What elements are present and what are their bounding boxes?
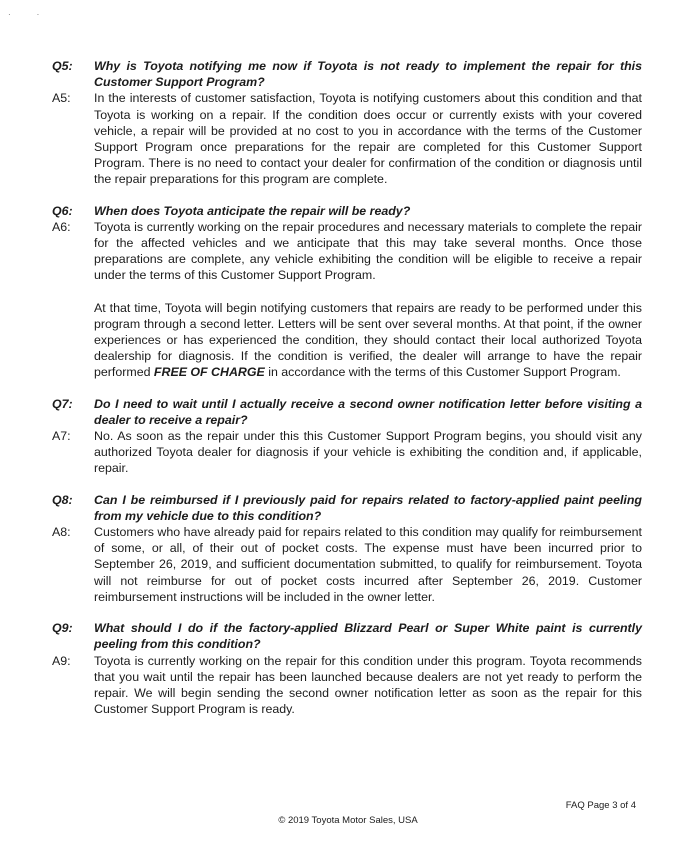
question-row <box>52 492 642 524</box>
answer-label: A7: <box>52 429 71 444</box>
question-text: Why is Toyota notifying me now if Toyota is not ready to implement the repair for this Customer Support Program? <box>94 59 642 90</box>
answer-text <box>94 219 642 381</box>
question-text: Do I need to wait until I actually receive a second owner notification letter before visiting a dealer to receive a repair? <box>94 396 642 427</box>
answer-label: A8: <box>52 525 71 540</box>
answer-row <box>52 524 642 605</box>
answer-row <box>52 653 642 718</box>
question-label: Q9: <box>52 621 73 636</box>
answer-paragraph: At that time, Toyota will begin notifying customers that repairs are ready to be performed under this program through a second letter. Letters will be sent over several months. At that point, if the owner experiences or has experienced the condition, they should contact their local authorized Toyota dealership for diagnosis. If the condition is verified, the dealer will arrange to have the repair performed FREE OF CHARGE in accordance with the terms of this Customer Support Program. <box>94 300 642 380</box>
answer-text <box>94 428 642 477</box>
question-row <box>52 58 642 90</box>
answer-paragraph: In the interests of customer satisfaction, Toyota is notifying customers about this condition and that Toyota is working on a repair. If the condition does occur or currently exists with your covered vehicle, a repair will be provided at no cost to you in accordance with the terms of the Customer Support Program once preparations for the repair are completed for this Customer Support Program. There is no need to contact your dealer for confirmation of the condition or diagnosis until the repair preparations for this program are complete. <box>94 91 642 187</box>
faq-item-q8 <box>52 492 642 605</box>
answer-text <box>94 90 642 187</box>
answer-paragraph: Customers who have already paid for repairs related to this condition may qualify for reimbursement of some, or all, of their out of pocket costs. The expense must have been incurred prior to September 26, 2019, and sufficient documentation submitted, to qualify for reimbursement. Toyota will not reimburse for out of pocket costs incurred after September 26, 2019. Customer reimbursement instructions will be included in the owner letter. <box>94 525 642 604</box>
answer-text <box>94 653 642 718</box>
answer-paragraph: No. As soon as the repair under this this Customer Support Program begins, you should visit any authorized Toyota dealer for diagnosis if your vehicle is exhibiting the condition and, if applicable, repair. <box>94 429 642 476</box>
answer-paragraph: Toyota is currently working on the repair for this condition under this program. Toyota recommends that you wait until the repair has been launched because dealers are not yet ready to perform the repair. We will begin sending the second owner notification letter as soon as the repair for this Customer Support Program is ready. <box>94 653 642 717</box>
scan-specks: ·· <box>8 10 66 19</box>
question-label: Q7: <box>52 396 73 411</box>
question-label: Q8: <box>52 492 73 507</box>
question-text: What should I do if the factory-applied Blizzard Pearl or Super White paint is currently peeling from this condition? <box>94 621 642 652</box>
answer-paragraph: Toyota is currently working on the repair procedures and necessary materials to complete the repair for the affected vehicles and we anticipate that this may take several months. Once those preparations are complete, any vehicle exhibiting the condition will be eligible to receive a repair under the terms of this Customer Support Program. <box>94 219 642 283</box>
faq-item-q9 <box>52 620 642 717</box>
answer-label: A5: <box>52 91 71 106</box>
question-row <box>52 396 642 428</box>
faq-list <box>52 58 642 732</box>
page-number: FAQ Page 3 of 4 <box>565 800 636 811</box>
faq-item-q5 <box>52 58 642 188</box>
answer-label: A9: <box>52 653 71 668</box>
question-text: Can I be reimbursed if I previously paid for repairs related to factory-applied paint peeling from my vehicle due to this condition? <box>94 492 642 523</box>
question-label: Q5: <box>52 59 73 73</box>
answer-row <box>52 428 642 477</box>
emphasis-text: FREE OF CHARGE <box>153 365 265 380</box>
question-label: Q6: <box>52 203 73 218</box>
answer-text <box>94 524 642 605</box>
copyright-notice: © 2019 Toyota Motor Sales, USA <box>278 815 418 826</box>
question-row <box>52 620 642 652</box>
faq-item-q6 <box>52 203 642 381</box>
answer-row <box>52 90 642 187</box>
faq-item-q7 <box>52 396 642 477</box>
question-row <box>52 203 642 219</box>
question-text: When does Toyota anticipate the repair will be ready? <box>94 203 411 218</box>
answer-row <box>52 219 642 381</box>
answer-label: A6: <box>52 219 71 234</box>
